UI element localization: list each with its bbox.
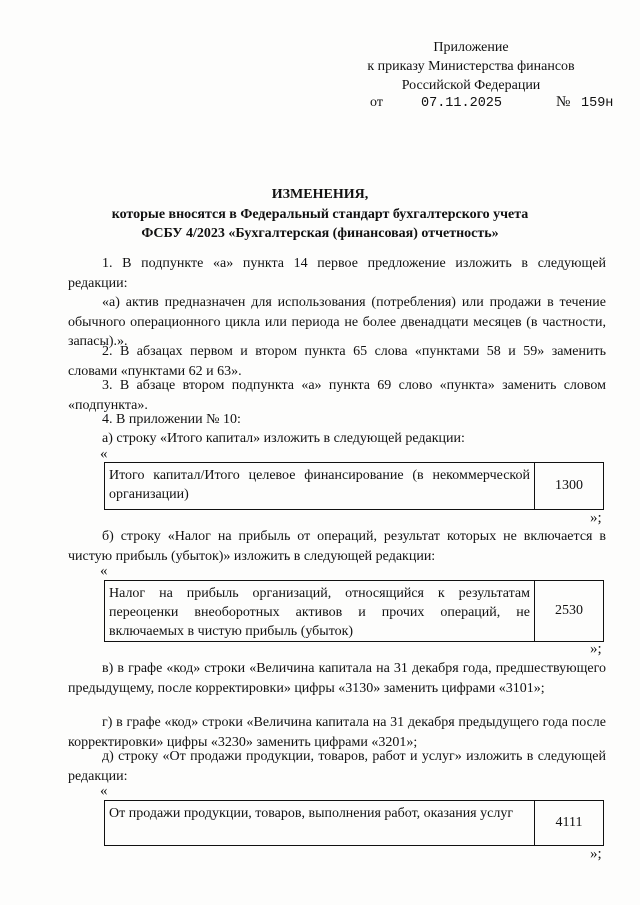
paragraph-4g: г) в графе «код» строки «Величина капитала на 31 декабря предыдущего года после корректировки» цифры «3230» заменить цифрами «3201»; [68, 715, 606, 750]
quote-close-1: »; [590, 510, 602, 526]
header-date: 07.11.2025 [421, 96, 503, 111]
table-cell-code: 4111 [555, 815, 583, 830]
quote-open-1: « [100, 446, 108, 462]
document-subtitle-1: которые вносятся в Федеральный стандарт бухгалтерского учета [111, 207, 529, 222]
table-cell-text: От продажи продукции, товаров, выполнения работ, оказания услуг [105, 801, 535, 845]
table-cell-code: 2530 [555, 603, 583, 618]
document-title: ИЗМЕНЕНИЯ, [271, 187, 369, 202]
paragraph-4b: б) строку «Налог на прибыль от операций, результат которых не включается в чистую прибыль (убыток)» изложить в следующей редакции: [68, 529, 606, 564]
table-cell-text: Налог на прибыль организаций, относящийся к результатам переоценки внеоборотных активов и прочих операций, не включаемых в чистую прибыль (убыток) [105, 581, 535, 641]
paragraph-4d: д) строку «От продажи продукции, товаров, работ и услуг» изложить в следующей редакции: [68, 749, 606, 784]
table-row-sales [104, 800, 604, 846]
table-cell-code: 1300 [555, 478, 583, 493]
table-cell-text: Итого капитал/Итого целевое финансирование (в некоммерческой организации) [105, 463, 535, 509]
quote-open-2: « [100, 563, 108, 579]
paragraph-2: 2. В абзацах первом и втором пункта 65 слова «пунктами 58 и 59» заменить словами «пунктами 62 и 63». [68, 344, 606, 379]
quote-close-2: »; [590, 641, 602, 657]
header-appendix: Приложение [433, 40, 509, 55]
header-order: к приказу Министерства финансов [367, 59, 575, 74]
document-subtitle-2: ФСБУ 4/2023 «Бухгалтерская (финансовая) отчетность» [141, 226, 499, 241]
table-row-income-tax [104, 580, 604, 642]
header-federation: Российской Федерации [401, 78, 541, 93]
paragraph-4: 4. В приложении № 10: [102, 412, 241, 427]
quote-open-3: « [100, 783, 108, 799]
paragraph-1-quote: «а) актив предназначен для использования (потребления) или продажи в течение обычного операционного цикла или периода не более двенадцати месяцев (в частности, запасы).». [68, 295, 606, 349]
table-row-total-capital [104, 462, 604, 510]
header-ot: от [370, 95, 383, 110]
paragraph-1: 1. В подпункте «а» пункта 14 первое предложение изложить в следующей редакции: [68, 256, 606, 291]
quote-close-3: »; [590, 846, 602, 862]
paragraph-4v: в) в графе «код» строки «Величина капитала на 31 декабря года, предшествующего предыдущему, после корректировки» цифры «3130» заменить цифрами «3101»; [68, 661, 606, 696]
paragraph-4a: а) строку «Итого капитал» изложить в следующей редакции: [102, 431, 465, 446]
paragraph-3: 3. В абзаце втором подпункта «а» пункта 69 слово «пункта» заменить словом «подпункта». [68, 378, 606, 413]
header-number-sign: № [556, 94, 571, 110]
header-number: 159н [581, 96, 614, 111]
